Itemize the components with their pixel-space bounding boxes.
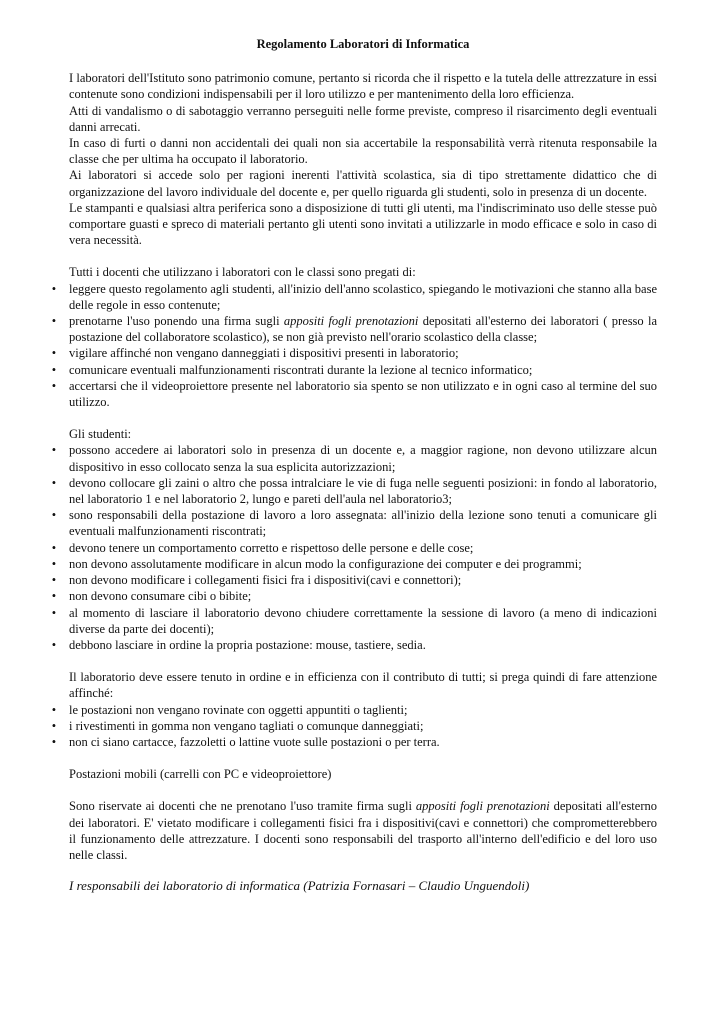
list-item-text: devono tenere un comportamento corretto e rispettoso delle persone e delle cose; — [69, 540, 474, 555]
list-item — [51, 345, 657, 361]
list-item — [51, 362, 657, 378]
list-item-text: non devono assolutamente modificare in alcun modo la configurazione dei computer e dei programmi; — [69, 556, 582, 571]
bullet-icon: • — [51, 556, 57, 571]
document-title: Regolamento Laboratori di Informatica — [256, 37, 470, 51]
intro-paragraph: Atti di vandalismo o di sabotaggio verranno perseguiti nelle forme previste, compreso il risarcimento degli eventuali danni arrecati. — [69, 103, 657, 134]
bullet-icon: • — [51, 443, 57, 458]
list-item-text: debbono lasciare in ordine la propria postazione: mouse, tastiere, sedia. — [69, 637, 426, 652]
intro-paragraph: In caso di furti o danni non accidentali dei quali non sia accertabile la responsabilità verrà ritenuta responsabile la classe che per ultima ha occupato il laboratorio. — [69, 136, 657, 167]
bullet-icon: • — [51, 637, 57, 652]
list-item — [51, 605, 657, 637]
list-item-text: accertarsi che il videoproiettore presente nel laboratorio sia spento se non utilizzato e in ogni caso al termine del suo utilizzo. — [69, 378, 657, 410]
bullet-icon: • — [51, 346, 57, 361]
bullet-icon: • — [51, 734, 57, 749]
list-item — [51, 734, 657, 750]
list-item-text: sono responsabili della postazione di lavoro a loro assegnata: all'inizio della lezione sono tenuti a comunicare gli eventuali malfunzionamenti riscontrati; — [69, 508, 657, 539]
bullet-icon: • — [51, 281, 57, 296]
list-item-text: non devono modificare i collegamenti fisici fra i dispositivi(cavi e connettori); — [69, 573, 462, 588]
signature: I responsabili dei laboratorio di informatica (Patrizia Fornasari – Claudio Unguendoli) — [69, 878, 530, 894]
intro-paragraph: I laboratori dell'Istituto sono patrimonio comune, pertanto si ricorda che il rispetto e la tutela delle attrezzature in essi contenute sono condizioni indispensabili per il loro utilizzo e per mantenimento della loro efficienza. — [69, 71, 657, 102]
list-item-text: le postazioni non vengano rovinate con oggetti appuntiti o taglienti; — [69, 702, 408, 717]
intro-paragraph: Le stampanti e qualsiasi altra periferica sono a disposizione di tutti gli utenti, ma l'indiscriminato uso delle stesse può comportare guasti e spreco di materiali pertanto gli utenti sono invitati a utilizzarle in modo efficace e solo in caso di vera necessità. — [69, 200, 657, 248]
ordine-heading: Il laboratorio deve essere tenuto in ordine e in efficienza con il contributo di tutti; si prega quindi di fare attenzione affinché: — [69, 670, 657, 701]
bullet-icon: • — [51, 314, 57, 329]
bullet-icon: • — [51, 508, 57, 523]
document-page — [51, 36, 658, 894]
bullet-icon: • — [51, 475, 57, 490]
intro-paragraph: Ai laboratori si accede solo per ragioni inerenti l'attività scolastica, sia di tipo strettamente didattico che di organizzazione del lavoro individuale del docente e, per quello riguarda gli studenti, solo in presenza di un docente. — [69, 168, 657, 199]
mobili-emphasis: appositi fogli prenotazioni — [415, 799, 550, 814]
mobili-text: Sono riservate ai docenti che ne prenotano l'uso tramite firma sugli — [69, 799, 416, 814]
list-item — [51, 313, 658, 345]
list-item-text: devono collocare gli zaini o altro che possa intralciare le vie di fuga nelle seguenti posizioni: in fondo al laboratorio, nel laboratorio 1 e nel laboratorio 2, lungo e pareti dell'aula nel laboratorio3; — [69, 475, 657, 507]
docenti-heading: Tutti i docenti che utilizzano i laboratori con le classi sono pregati di: — [69, 265, 416, 280]
list-item — [51, 507, 657, 539]
list-item-text: comunicare eventuali malfunzionamenti riscontrati durante la lezione al tecnico informatico; — [69, 362, 533, 377]
bullet-icon: • — [51, 362, 57, 377]
intro-section — [69, 70, 657, 248]
studenti-list — [51, 442, 657, 653]
mobili-heading: Postazioni mobili (carrelli con PC e videoproiettore) — [69, 767, 332, 782]
list-item — [51, 702, 657, 718]
bullet-icon: • — [51, 605, 57, 620]
bullet-icon: • — [51, 589, 57, 604]
list-item-text: possono accedere ai laboratori solo in presenza di un docente e, a maggior ragione, non devono utilizzare alcun dispositivo in esso collocato senza la sua esplicita autorizzazioni; — [69, 443, 657, 474]
bullet-icon: • — [51, 378, 57, 393]
mobili-text: depositati all'esterno dei laboratori. E' vietato modificare i collegamenti fisici fra i dispositivi(cavi e connettori) che comprometterebbero il funzionamento delle attrezzature. I docenti sono responsabili del trasporto all'interno dell'edificio e del loro uso nelle classi. — [69, 799, 657, 862]
list-item-text: leggere questo regolamento agli studenti, all'inizio dell'anno scolastico, spiegando le motivazioni che stanno alla base delle regole in esso contenute; — [69, 281, 657, 312]
list-item — [51, 637, 657, 653]
bullet-icon: • — [51, 702, 57, 717]
list-item-text: prenotarne l'uso ponendo una firma sugli — [69, 314, 284, 329]
list-item — [51, 718, 657, 734]
list-item — [51, 378, 657, 410]
mobili-paragraph — [69, 798, 657, 863]
list-item — [51, 475, 657, 507]
list-item-text: non ci siano cartacce, fazzoletti o lattine vuote sulle postazioni o per terra. — [69, 734, 440, 749]
list-item — [51, 281, 657, 313]
list-item-text: i rivestimenti in gomma non vengano tagliati o comunque danneggiati; — [69, 718, 424, 733]
list-item — [51, 556, 657, 572]
list-item-text: vigilare affinché non vengano danneggiati i dispositivi presenti in laboratorio; — [69, 346, 459, 361]
list-item-text: depositati all'esterno dei laboratori ( presso la postazione del collaboratore scolastico), se non già previsto nell'orario scolastico della classe; — [69, 314, 658, 345]
list-item — [51, 442, 657, 474]
bullet-icon: • — [51, 718, 57, 733]
list-item-text: al momento di lasciare il laboratorio devono chiudere correttamente la sessione di lavoro (a meno di indicazioni diverse da parte dei docenti); — [69, 605, 657, 636]
ordine-list — [51, 702, 657, 751]
list-item — [51, 540, 657, 556]
list-item-text: non devono consumare cibi o bibite; — [69, 589, 252, 604]
bullet-icon: • — [51, 540, 57, 555]
list-item — [51, 588, 657, 604]
studenti-heading: Gli studenti: — [69, 427, 132, 442]
list-item — [51, 572, 657, 588]
docenti-list — [51, 281, 658, 411]
bullet-icon: • — [51, 573, 57, 588]
list-item-emphasis: appositi fogli prenotazioni — [283, 314, 419, 329]
